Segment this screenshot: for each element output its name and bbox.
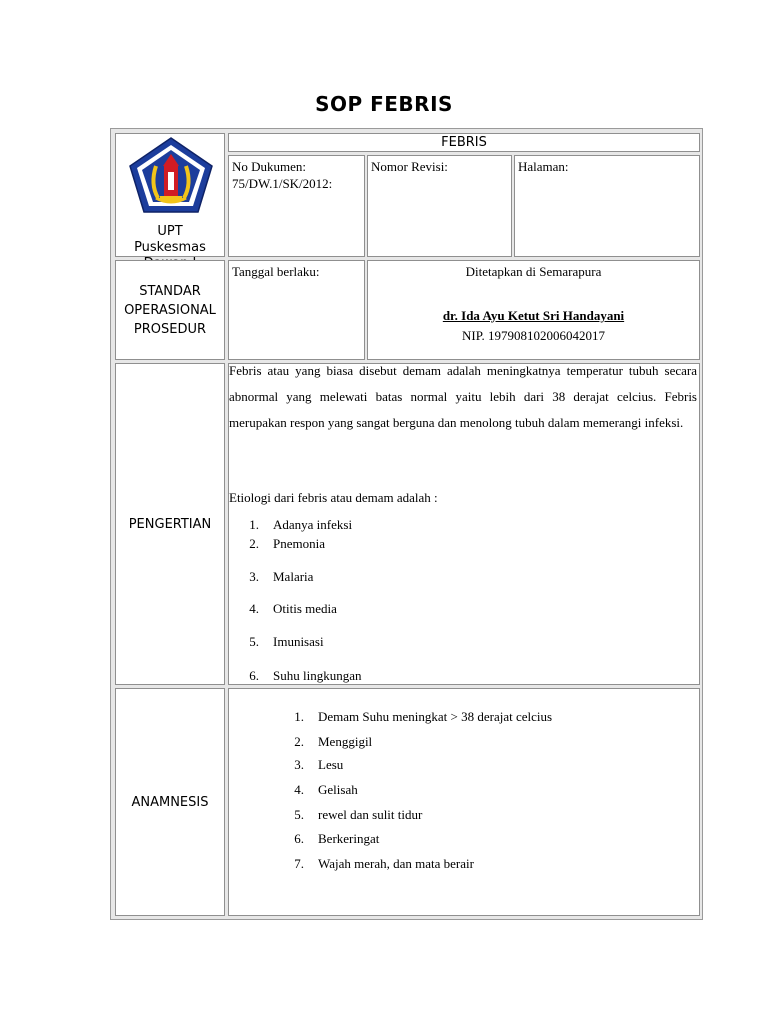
org-cell <box>115 133 225 257</box>
revision-label: Nomor Revisi: <box>371 159 448 174</box>
page-cell <box>514 155 700 257</box>
list-item: 5. Imunisasi <box>249 634 324 649</box>
list-item: 6. Berkeringat <box>294 831 380 846</box>
page-title: SOP FEBRIS <box>315 92 453 116</box>
doc-title-cell <box>228 133 700 152</box>
page-label: Halaman: <box>518 159 569 174</box>
revision-cell <box>367 155 512 257</box>
list-item: 1. Demam Suhu meningkat > 38 derajat celcius <box>294 709 553 724</box>
list-item: 5. rewel dan sulit tidur <box>294 807 423 822</box>
sop-label-cell <box>115 260 225 360</box>
pengertian-paragraph: Febris atau yang biasa disebut demam adalah meningkatnya temperatur tubuh secara abnormal yang melewati batas normal yaitu lebih dari 38 derajat celcius. Febris merupakan respon yang sangat berguna dan menolong tubuh dalam memerangi infeksi. <box>229 363 697 430</box>
list-item: 1. Adanya infeksi <box>249 517 353 532</box>
anamnesis-content-cell <box>228 688 700 916</box>
signatory-nip: NIP. 197908102006042017 <box>461 328 605 343</box>
anamnesis-label: ANAMNESIS <box>131 794 209 810</box>
anamnesis-label-cell <box>115 688 225 916</box>
effective-date-label: Tanggal berlaku: <box>232 264 320 279</box>
etiologi-intro: Etiologi dari febris atau demam adalah : <box>229 490 438 505</box>
list-item: 4. Otitis media <box>249 601 337 616</box>
list-item: 7. Wajah merah, dan mata berair <box>294 856 474 871</box>
list-item: 2. Menggigil <box>294 734 373 749</box>
list-item: 3. Lesu <box>294 757 344 772</box>
doc-title: FEBRIS <box>441 135 487 150</box>
puskesmas-emblem-logo <box>126 136 216 216</box>
list-item: 2. Pnemonia <box>249 536 325 551</box>
pengertian-label-cell <box>115 363 225 685</box>
sop-label: STANDAR OPERASIONAL PROSEDUR <box>124 283 216 337</box>
doc-number-cell <box>228 155 365 257</box>
org-name: UPT Puskesmas <box>134 224 206 255</box>
list-item: 4. Gelisah <box>294 782 358 797</box>
signatory-name: dr. Ida Ayu Ketut Sri Handayani <box>442 308 625 323</box>
effective-date-cell <box>228 260 365 360</box>
approval-place: Ditetapkan di Semarapura <box>465 264 602 279</box>
sop-table <box>110 128 703 920</box>
list-item: 3. Malaria <box>249 569 314 584</box>
pengertian-label: PENGERTIAN <box>128 516 212 532</box>
approval-cell <box>367 260 700 360</box>
list-item: 6. Suhu lingkungan <box>249 668 362 683</box>
pengertian-content-cell <box>228 363 700 685</box>
doc-number: No Dukumen: 75/DW.1/SK/2012: <box>232 159 333 191</box>
